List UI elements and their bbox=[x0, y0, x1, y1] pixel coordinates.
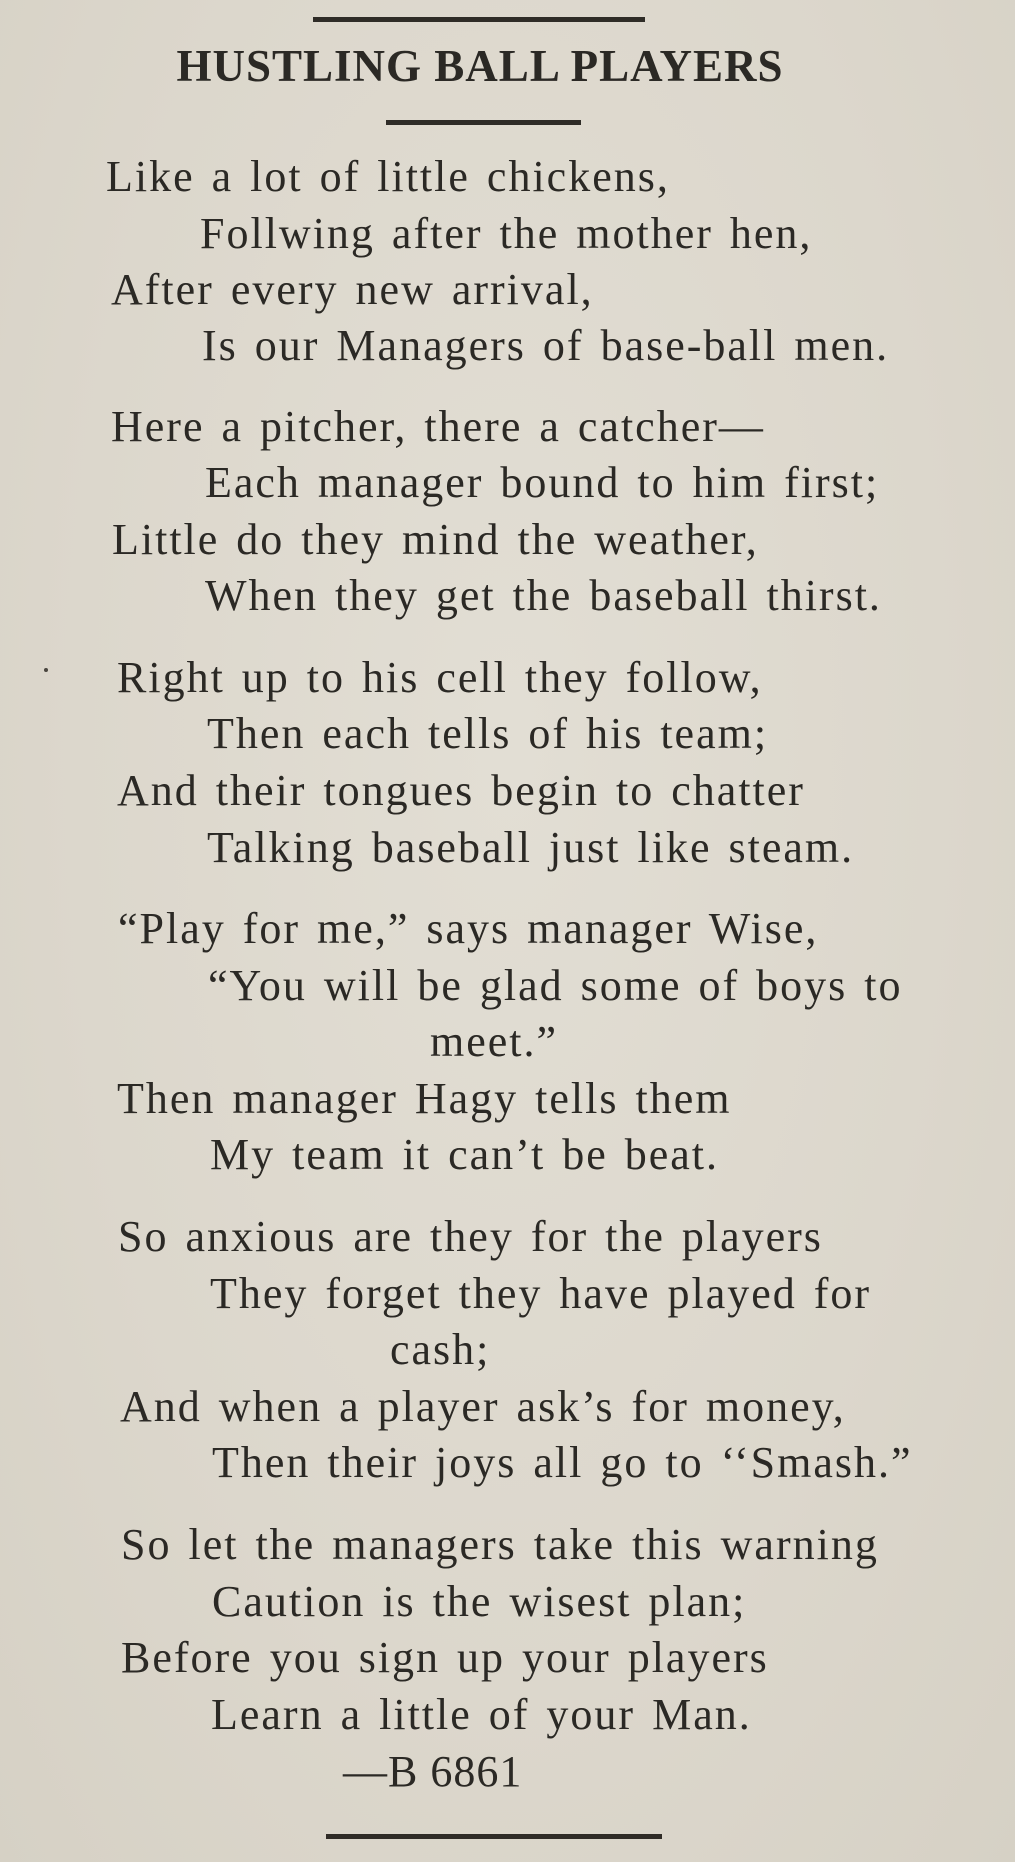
poem-line: meet.” bbox=[430, 1017, 559, 1066]
poem-line: They forget they have played for bbox=[210, 1269, 872, 1318]
poem-line: “You will be glad some of boys to bbox=[208, 961, 903, 1010]
poem-line: My team it can’t be beat. bbox=[210, 1130, 720, 1179]
poem-line: Before you sign up your players bbox=[121, 1633, 769, 1682]
poem-line: Like a lot of little chickens, bbox=[106, 152, 670, 201]
poem-line: So let the managers take this warning bbox=[121, 1520, 879, 1569]
poem-line: After every new arrival, bbox=[111, 265, 594, 314]
poem-line: cash; bbox=[390, 1325, 491, 1374]
title-underline bbox=[386, 120, 581, 125]
poem-line: Here a pitcher, there a catcher— bbox=[111, 402, 765, 451]
poem-line: Each manager bound to him first; bbox=[205, 458, 880, 507]
top-rule bbox=[313, 17, 645, 22]
poem-line: “Play for me,” says manager Wise, bbox=[118, 904, 819, 953]
poem-line: Talking baseball just like steam. bbox=[207, 823, 855, 872]
poem-line: And their tongues begin to chatter bbox=[117, 766, 805, 815]
poem-title: HUSTLING BALL PLAYERS bbox=[176, 41, 784, 91]
poem-line: So anxious are they for the players bbox=[118, 1212, 823, 1261]
poem-line: Learn a little of your Man. bbox=[211, 1690, 752, 1739]
bottom-rule bbox=[326, 1834, 662, 1839]
poem-line: When they get the baseball thirst. bbox=[205, 571, 882, 620]
poem-line: Then manager Hagy tells them bbox=[117, 1074, 732, 1123]
print-speck bbox=[44, 668, 48, 672]
poem-line: Then their joys all go to ‘‘Smash.” bbox=[212, 1438, 913, 1487]
poem-line: Little do they mind the weather, bbox=[112, 515, 759, 564]
signature: —B 6861 bbox=[343, 1747, 523, 1796]
poem-line: Right up to his cell they follow, bbox=[117, 653, 763, 702]
poem-line: Follwing after the mother hen, bbox=[200, 209, 813, 258]
poem-line: Is our Managers of base-ball men. bbox=[202, 321, 890, 370]
poem-line: Caution is the wisest plan; bbox=[212, 1577, 747, 1626]
poem-line: Then each tells of his team; bbox=[207, 709, 769, 758]
poem-line: And when a player ask’s for money, bbox=[120, 1382, 846, 1431]
